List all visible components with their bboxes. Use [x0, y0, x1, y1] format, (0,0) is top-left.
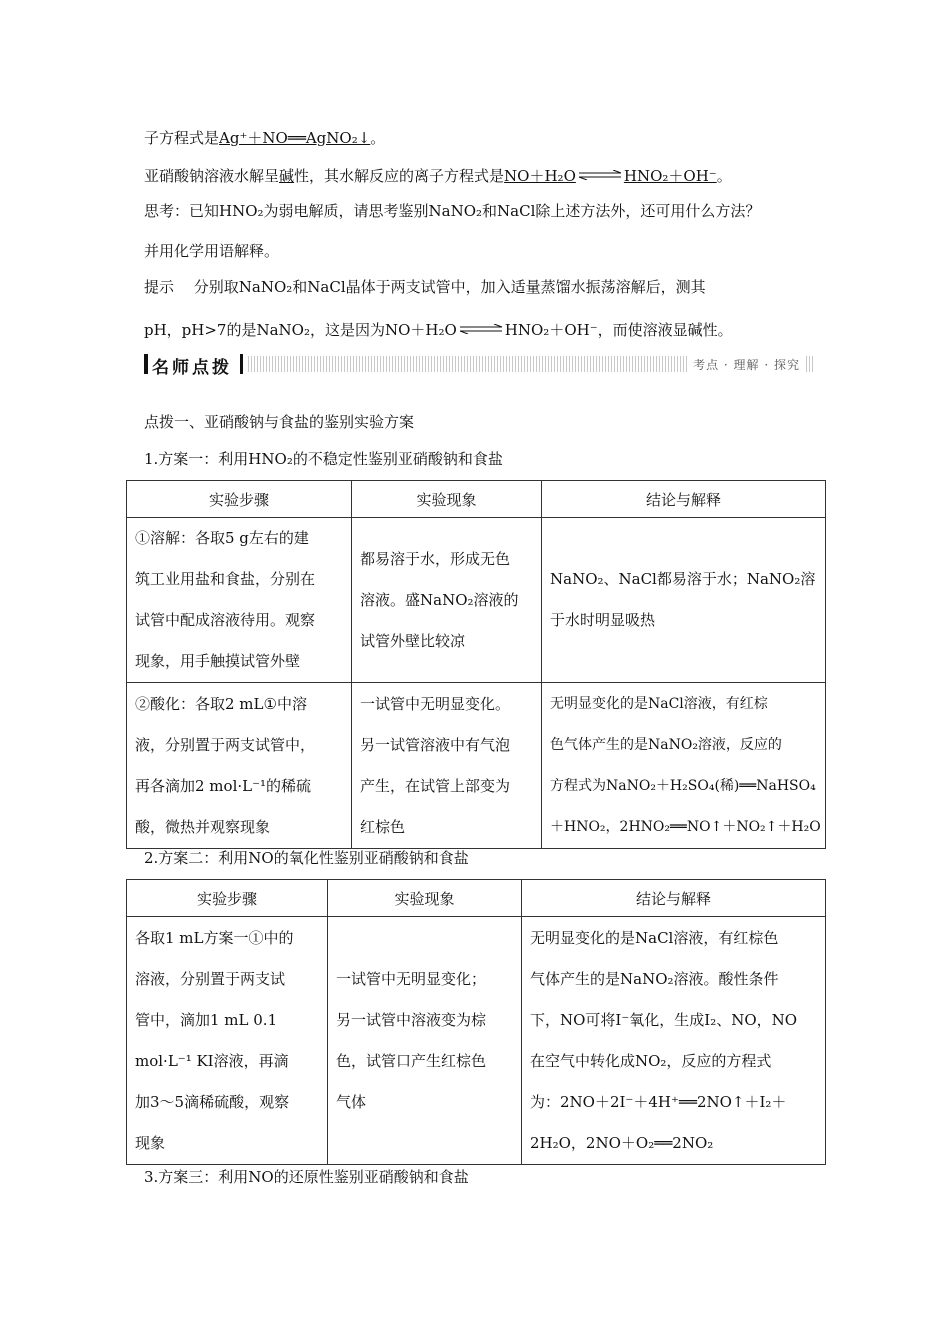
hydrolysis-answer-key: 碱: [279, 167, 295, 185]
plan1-title: 1.方案一：利用HNO₂的不稳定性鉴别亚硝酸钠和食盐: [144, 450, 503, 468]
cell-line: NaNO₂、NaCl都易溶于水；NaNO₂溶: [550, 570, 816, 588]
cell-line: 色气体产生的是NaNO₂溶液，反应的: [550, 736, 782, 753]
table-cell-step: [127, 917, 328, 1165]
table-cell-conclusion: [542, 518, 826, 683]
cell-line: 溶液。盛NaNO₂溶液的: [360, 590, 519, 609]
cell-line: 于水时明显吸热: [550, 611, 656, 629]
cell-line: 管中，滴加1 mL 0.1: [135, 1010, 278, 1029]
think-line-2: 并用化学用语解释。: [144, 242, 280, 260]
banner-tags: 考点 · 理解 · 探究: [687, 356, 806, 373]
hint-line-2: [144, 320, 733, 340]
cell-line: 现象，用手触摸试管外壁: [135, 652, 301, 670]
cell-line: 无明显变化的是NaCl溶液，有红棕色: [530, 928, 779, 947]
col-header-conclusion: 结论与解释: [522, 880, 826, 917]
table-header-row: [127, 880, 826, 917]
think-line-1: 思考：已知HNO₂为弱电解质，请思考鉴别NaNO₂和NaCl除上述方法外，还可用什么方法？: [144, 202, 761, 220]
col-header-phenomenon: 实验现象: [352, 481, 542, 518]
cell-line: 为：2NO＋2I⁻＋4H⁺══2NO↑＋I₂＋: [530, 1092, 787, 1111]
col-header-step: 实验步骤: [127, 481, 352, 518]
cell-line: mol·L⁻¹ KI溶液，再滴: [135, 1051, 289, 1070]
intro-line-1: [144, 128, 385, 148]
intro-line2-prefix: 亚硝酸钠溶液水解呈: [144, 167, 280, 185]
cell-line: 酸，微热并观察现象: [135, 817, 271, 836]
table-cell-phenomenon: [352, 683, 542, 849]
plan3-title: 3.方案三：利用NO的还原性鉴别亚硝酸钠和食盐: [144, 1168, 469, 1186]
plan2-title: 2.方案二：利用NO的氧化性鉴别亚硝酸钠和食盐: [144, 849, 469, 867]
banner-divider: [240, 354, 243, 374]
table-cell-conclusion: [542, 683, 826, 849]
cell-line: 再各滴加2 mol·L⁻¹的稀硫: [135, 776, 312, 795]
hydrolysis-left: NO＋H₂O: [504, 167, 576, 185]
cell-line: 在空气中转化成NO₂，反应的方程式: [530, 1051, 772, 1070]
cell-line: 红棕色: [360, 817, 406, 836]
col-header-phenomenon: 实验现象: [328, 880, 522, 917]
cell-line: 色，试管口产生红棕色: [336, 1051, 487, 1070]
cell-line: 都易溶于水，形成无色: [360, 549, 511, 568]
cell-line: 无明显变化的是NaCl溶液，有红棕: [550, 695, 768, 712]
intro-line2-suffix: 。: [716, 167, 732, 185]
hint-line-1: 提示 分别取NaNO₂和NaCl晶体于两支试管中，加入适量蒸馏水振荡溶解后，测其: [144, 278, 706, 296]
cell-line: 气体: [336, 1092, 367, 1111]
table-cell-phenomenon: [328, 917, 522, 1165]
cell-line: 试管外壁比较凉: [360, 631, 466, 650]
table-cell-conclusion: [522, 917, 826, 1165]
cell-line: 筑工业用盐和食盐，分别在: [135, 570, 316, 588]
intro-line2-mid: 性，其水解反应的离子方程式是: [294, 167, 505, 185]
cell-line: 气体产生的是NaNO₂溶液。酸性条件: [530, 969, 779, 988]
plan1-table: [126, 480, 826, 849]
table-header-row: [127, 481, 826, 518]
cell-line: 各取1 mL方案一①中的: [135, 928, 294, 947]
banner-left-bar: [144, 354, 148, 374]
ionic-equation-answer: Ag⁺＋NO══AgNO₂↓: [219, 129, 371, 147]
cell-line: 产生，在试管上部变为: [360, 776, 511, 795]
cell-line: 一试管中无明显变化。: [360, 694, 511, 713]
intro-line-2: [144, 166, 732, 186]
cell-line: 另一试管中溶液变为棕: [336, 1010, 487, 1029]
section-heading: 点拨一、亚硝酸钠与食盐的鉴别实验方案: [144, 413, 415, 431]
cell-line: 一试管中无明显变化；: [336, 969, 487, 988]
table-row: [127, 518, 826, 683]
cell-line: 另一试管溶液中有气泡: [360, 735, 511, 754]
hint-line2-suffix: HNO₂＋OH⁻，而使溶液显碱性。: [504, 321, 733, 339]
cell-line: 液，分别置于两支试管中，: [135, 735, 316, 754]
table-row: [127, 917, 826, 1165]
intro-line1-suffix: 。: [370, 129, 386, 147]
cell-line: 加3～5滴稀硫酸，观察: [135, 1092, 290, 1111]
plan2-table: [126, 879, 826, 1165]
cell-line: ①溶解：各取5 g左右的建: [135, 529, 309, 547]
table-cell-phenomenon: [352, 518, 542, 683]
cell-line: 试管中配成溶液待用。观察: [135, 611, 316, 629]
reversible-arrow-icon: [577, 170, 623, 180]
cell-line: 方程式为NaNO₂＋H₂SO₄(稀)══NaHSO₄: [550, 777, 816, 794]
hydrolysis-right: HNO₂＋OH⁻: [623, 167, 717, 185]
cell-line: 2H₂O，2NO＋O₂══2NO₂: [530, 1133, 714, 1152]
table-cell-step: [127, 683, 352, 849]
reversible-arrow-icon: [458, 324, 504, 334]
cell-line: 溶液，分别置于两支试: [135, 969, 286, 988]
col-header-step: 实验步骤: [127, 880, 328, 917]
cell-line: 现象: [135, 1133, 166, 1152]
intro-line1-prefix: 子方程式是: [144, 129, 220, 147]
banner-title: 名师点拨: [152, 358, 232, 378]
section-banner: [144, 352, 814, 376]
cell-line: 下，NO可将I⁻氧化，生成I₂、NO，NO: [530, 1010, 798, 1029]
table-row: [127, 683, 826, 849]
hint-line2-prefix: pH，pH>7的是NaNO₂，这是因为NO＋H₂O: [144, 321, 457, 339]
cell-line: ②酸化：各取2 mL①中溶: [135, 694, 307, 713]
cell-line: ＋HNO₂，2HNO₂══NO↑＋NO₂↑＋H₂O: [550, 818, 821, 835]
col-header-conclusion: 结论与解释: [542, 481, 826, 518]
table-cell-step: [127, 518, 352, 683]
